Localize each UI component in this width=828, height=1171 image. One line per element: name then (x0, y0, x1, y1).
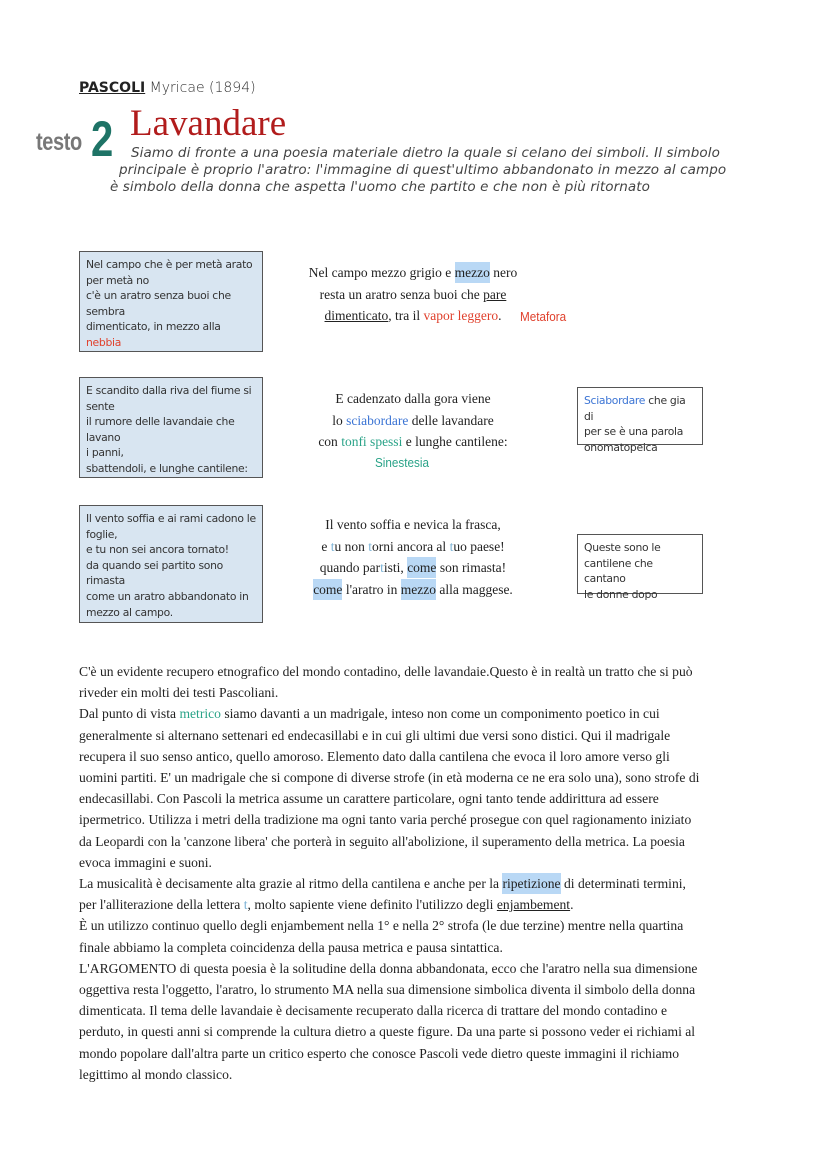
text-span: perduto, in questi anni si comprende la cultura dietro a queste figure. Da una parte si possono veder ei richiami al (79, 1024, 696, 1040)
text-span: . (498, 308, 502, 323)
text-span: E scandito dalla riva del fiume si (86, 384, 252, 397)
commentary-text (79, 661, 779, 1085)
text-span: riveder ein molti dei testi Pascoliani. (79, 685, 279, 701)
text-span: La musicalità è decisamente alta grazie al ritmo della cantilena e anche per la (79, 876, 503, 892)
text-line (86, 273, 256, 289)
styled-span-tt: t (368, 538, 372, 554)
text-line (86, 589, 256, 605)
text-span: uo paese! (453, 538, 505, 554)
text-span: c'è un aratro senza buoi che (86, 289, 231, 303)
text-span: Queste sono le (584, 541, 661, 554)
text-span: Il vento soffia e nevica la frasca, (325, 517, 501, 532)
text-line (584, 587, 696, 603)
text-span: quando par (319, 560, 381, 575)
intro-line: principale è proprio l'aratro: l'immagine di quest'ultimo abbandonato in mezzo al campo (119, 162, 727, 178)
text-span: . (570, 897, 574, 913)
text-line (86, 605, 256, 621)
text-span: da quando sei partito sono rimasta (86, 558, 223, 588)
text-line (86, 399, 256, 415)
text-span: foglie, (86, 527, 118, 541)
text-line (584, 540, 696, 556)
styled-span-tt: t (243, 897, 248, 913)
text-span: nero (489, 265, 518, 280)
text-span: da Leopardi con la 'canzone libera' che porterà in seguito all'abolizione, il superamento della metrica. La poesia (79, 833, 685, 849)
text-span: Nel campo mezzo grigio e (308, 265, 455, 280)
text-span: per l'alliterazione della lettera (79, 897, 244, 913)
text-span: sente (86, 399, 115, 413)
styled-span-teal: tonfi spessi (341, 434, 403, 449)
text-span: Nel campo che è per metà arato (86, 258, 253, 271)
text-span: recupera il suo senso antico, quello amoroso. Elemento dato dalla cantilena che evoca il loro amore verso gli (79, 748, 670, 764)
figure-label: Metafora (520, 309, 567, 324)
text-span: Il vento soffia e ai rami cadono le (86, 512, 256, 525)
text-line (79, 937, 779, 958)
text-line (86, 319, 256, 350)
text-line (283, 388, 543, 410)
text-line (283, 536, 543, 558)
text-line (584, 556, 696, 587)
styled-span-red: nebbia (86, 335, 122, 349)
text-span: per se è una parola (584, 425, 684, 439)
text-span: e tu non sei ancora tornato! (86, 543, 229, 557)
text-span: , tra il (388, 308, 424, 323)
text-span: l'aratro in (342, 581, 401, 597)
text-span: generalmente si alternano settenari ed endecasillabi e in cui gli ultimi due versi sono distici. Qui il madrigale (79, 727, 671, 743)
text-line (79, 873, 779, 894)
text-line (283, 431, 543, 453)
text-span: onomatopeica (584, 440, 658, 454)
text-span: i panni, (86, 446, 124, 460)
text-span: il rumore delle lavandaie che lavano (86, 415, 235, 444)
text-span: alla maggese. (435, 581, 513, 597)
text-line (283, 579, 543, 601)
text-span: Dal punto di vista (79, 706, 180, 722)
paraphrase-box (79, 505, 263, 623)
text-line (86, 304, 256, 320)
poem-stanza (283, 262, 543, 327)
styled-span-ul: dimenticato (324, 308, 389, 323)
text-span: evoca immagini e suoni. (79, 854, 212, 870)
text-span: finale abbiamo la completa coincidenza della pausa metrica e pausa sintattica. (79, 939, 503, 955)
text-line (283, 305, 543, 327)
poem-title: Lavandare (130, 103, 287, 144)
text-line (283, 262, 543, 284)
text-line (86, 558, 256, 589)
text-line (79, 831, 779, 852)
text-span: e lunghe cantilene: (402, 434, 508, 449)
text-line (584, 424, 696, 440)
text-line (79, 958, 779, 979)
text-line (79, 809, 779, 830)
text-span: per metà no (86, 273, 149, 287)
text-line (79, 915, 779, 936)
paraphrase-box (79, 251, 263, 352)
styled-span-teal: metrico (179, 706, 221, 722)
text-line (79, 1000, 779, 1021)
styled-span-hl: ripetizione (502, 873, 560, 894)
styled-span-hl: come (407, 557, 436, 578)
text-line (584, 393, 696, 424)
text-span: legittimo al mondo classico. (79, 1066, 233, 1082)
text-span: resta un aratro senza buoi che (319, 286, 484, 302)
styled-span-hl: mezzo (401, 579, 436, 600)
text-line (79, 788, 779, 809)
text-line (86, 445, 256, 461)
styled-span-hl: mezzo (455, 262, 490, 283)
text-span: e (321, 538, 331, 554)
styled-span-red: vapor leggero (423, 308, 499, 323)
text-span: endecasillabi. Con Pascoli la metrica assume un carattere particolare, ogni tanto tende addirittura ad essere (79, 791, 659, 807)
text-line (79, 767, 779, 788)
styled-span-tt: t (380, 560, 384, 575)
text-span: sbattendoli, e lunghe cantilene: (86, 461, 248, 475)
text-span: , molto sapiente viene definito l'utilizzo degli (247, 897, 497, 913)
text-span: cantilene che cantano (584, 556, 653, 586)
text-line (79, 979, 779, 1000)
text-line (79, 661, 779, 682)
text-span: con (318, 434, 342, 449)
styled-span-ul: pare (483, 286, 507, 302)
text-line (86, 461, 256, 477)
text-line (283, 514, 543, 536)
text-span: uomini partiti. E' un madrigale che si compone di diverse strofe (in età moderna ce ne era solo una), sono strofe di (79, 770, 700, 786)
text-span: oggettiva resta l'oggetto, l'aratro, lo strumento MA nella sua dimensione simbolica diventa il simbolo della donna (79, 982, 696, 998)
styled-span-tt: t (449, 538, 454, 554)
text-span: C'è un evidente recupero etnografico del mondo contadino, delle lavandaie.Questo è in realtà un tratto che si può (79, 664, 693, 679)
text-span: delle lavandare (408, 412, 494, 428)
text-span: come un aratro abbandonato in (86, 589, 249, 603)
text-span: son rimasta! (436, 560, 507, 575)
text-line (86, 414, 256, 445)
testo-badge-word: testo (36, 128, 82, 156)
styled-span-ul: enjambement (496, 897, 571, 913)
styled-span-tt: t (330, 538, 335, 554)
text-span: È un utilizzo continuo quello degli enjambement nella 1° e nella 2° strofa (le due terzine) mentre nella quartina (79, 918, 684, 934)
styled-span-blue: Sciabordare (584, 394, 646, 407)
text-line (86, 527, 256, 543)
text-line (79, 894, 779, 915)
poem-stanza (283, 514, 543, 600)
paraphrase-box (79, 377, 263, 478)
text-span: L'ARGOMENTO di questa poesia è la solitudine della donna abbandonata, ecco che l'aratro nella sua dimensione (79, 960, 698, 976)
text-span: dimenticata. Il tema delle lavandaie è decisamente recuperato dalla ricerca di trattare del mondo contadino e (79, 1003, 668, 1019)
text-line (79, 1021, 779, 1042)
text-line (283, 410, 543, 432)
text-span: mondo popolare dall'altra parte un critico esperto che conosce Pascoli vede dietro queste immagini il richiamo (79, 1045, 679, 1061)
text-span: che gia di (584, 394, 686, 423)
poem-stanza (283, 388, 543, 453)
testo-badge-number: 2 (91, 111, 114, 167)
text-line (79, 1043, 779, 1064)
text-span: isti, (383, 560, 408, 575)
text-line (86, 383, 256, 399)
styled-span-hl: come (313, 579, 342, 600)
text-span: ipermetrico. Utilizza i metri della tradizione ma ogni tanto varia perché prosegue con quel ragionamento iniziato (79, 812, 692, 828)
text-line (283, 557, 543, 579)
text-span: lo (332, 412, 347, 428)
text-span: dimenticato, in mezzo alla (86, 320, 221, 334)
text-line (79, 703, 779, 724)
text-line (86, 257, 256, 273)
text-line (86, 511, 256, 527)
note-box (577, 534, 703, 601)
text-span: sembra (86, 304, 125, 318)
intro-line: Siamo di fronte a una poesia materiale dietro la quale si celano dei simboli. Il simbolo (131, 145, 720, 161)
text-line (79, 682, 779, 703)
text-span: mezzo al campo. (86, 605, 173, 619)
text-line (86, 288, 256, 304)
styled-span-blue: sciabordare (346, 412, 409, 428)
header-line (79, 80, 256, 96)
work-title: Myricae (1894) (149, 80, 256, 96)
text-span: di determinati termini, (560, 876, 686, 892)
intro-line: è simbolo della donna che aspetta l'uomo che partito e che non è più ritornato (110, 179, 651, 195)
text-line (283, 284, 543, 306)
author-name: PASCOLI (79, 80, 146, 96)
text-span: orni ancora al (371, 538, 450, 554)
note-box (577, 387, 703, 454)
text-line (584, 440, 696, 456)
text-line (79, 746, 779, 767)
text-span: siamo davanti a un madrigale, inteso non come un componimento poetico in cui (220, 706, 660, 722)
text-span: u non (334, 538, 369, 554)
text-line (79, 1064, 779, 1085)
text-line (79, 725, 779, 746)
text-line (79, 852, 779, 873)
text-span: le donne dopo (584, 587, 658, 601)
text-line (86, 542, 256, 558)
text-span: E cadenzato dalla gora viene (335, 391, 491, 406)
figure-label: Sinestesia (375, 455, 429, 470)
